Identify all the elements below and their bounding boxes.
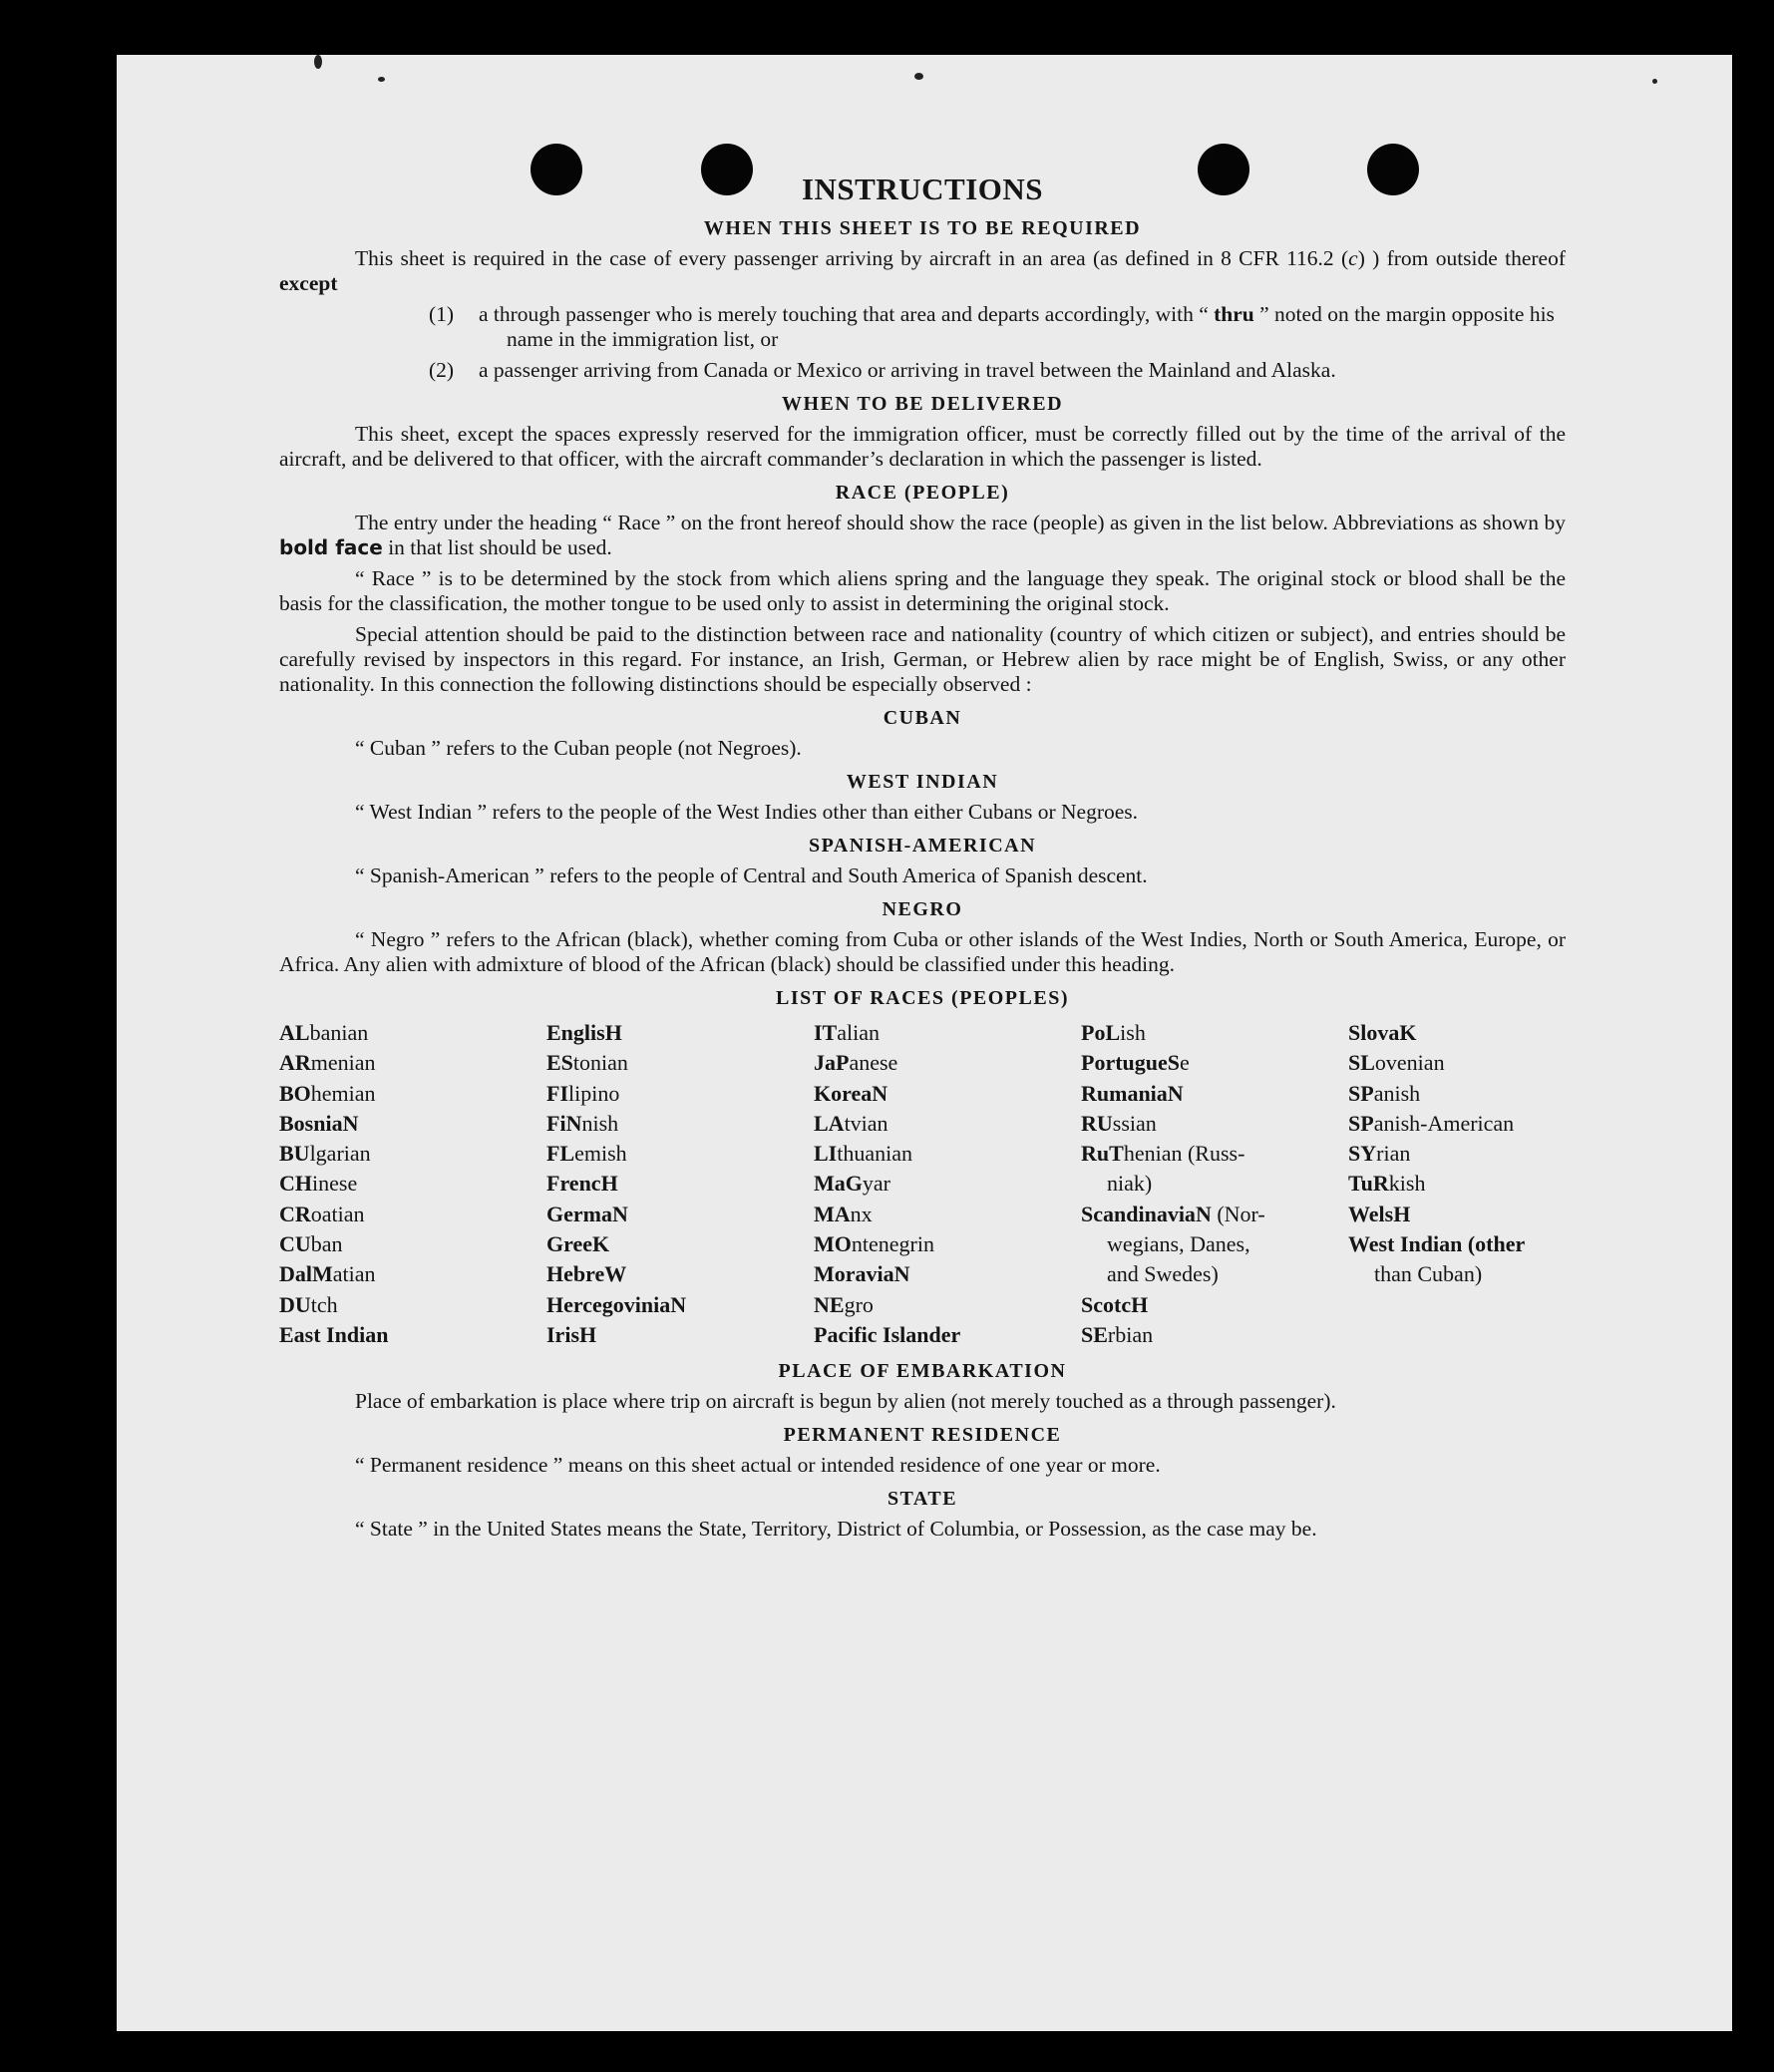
instructions-content — [279, 172, 1566, 1548]
race-text: ban — [310, 1231, 343, 1257]
race-text: ish — [1120, 1020, 1146, 1045]
race-abbrev: M — [312, 1261, 333, 1287]
paragraph: “ Cuban ” refers to the Cuban people (not Negroes). — [355, 736, 802, 760]
paragraph: “ Spanish-American ” refers to the people of Central and South America of Spanish descent. — [355, 863, 1148, 887]
race-text: and Swedes) — [1107, 1261, 1219, 1287]
race-abbrev: AL — [279, 1020, 310, 1045]
text: ) ) from outside thereof — [1357, 246, 1566, 270]
race-text: emish — [574, 1141, 627, 1167]
race-text: atian — [332, 1261, 376, 1287]
race-item — [1081, 1320, 1348, 1350]
race-abbrev: Tu — [1348, 1171, 1373, 1197]
race-text: e — [1180, 1050, 1190, 1076]
race-abbrev: SL — [1348, 1050, 1375, 1076]
race-text: ntenegrin — [851, 1231, 934, 1257]
race-abbrev: W — [604, 1261, 627, 1287]
race-item — [546, 1139, 814, 1169]
race-text: rian — [1376, 1141, 1411, 1167]
race-text: niak) — [1107, 1171, 1153, 1197]
race-item — [814, 1139, 1081, 1169]
race-abbrev: Po — [1081, 1020, 1106, 1045]
text: This sheet is required in the case of every passenger arriving by aircraft in an area (as defined in 8 CFR 116.2 ( — [355, 246, 1349, 270]
race-abbrev: BO — [279, 1080, 311, 1106]
paragraph: “ Permanent residence ” means on this sheet actual or intended residence of one year or more. — [355, 1453, 1161, 1478]
race-text: alian — [837, 1020, 881, 1045]
race-text: inese — [312, 1171, 358, 1197]
item-text: a passenger arriving from Canada or Mexico or arriving in travel between the Mainland and Alaska. — [479, 358, 1336, 382]
paragraph: “ State ” in the United States means the State, Territory, District of Columbia, or Possession, as the case may be. — [355, 1517, 1317, 1542]
race-item — [1081, 1109, 1348, 1139]
race-text: tvian — [844, 1110, 888, 1136]
race-abbrev: Frenc — [546, 1171, 601, 1197]
race-text: gro — [844, 1291, 874, 1317]
race-text: anish — [1373, 1080, 1421, 1106]
race-abbrev: H — [1393, 1201, 1411, 1226]
race-abbrev: SY — [1348, 1141, 1377, 1167]
race-item — [814, 1079, 1081, 1109]
race-item — [814, 1109, 1081, 1139]
section-heading: STATE — [887, 1488, 958, 1511]
race-abbrev: IT — [814, 1020, 838, 1045]
race-item — [279, 1290, 546, 1320]
section-heading: PERMANENT RESIDENCE — [783, 1424, 1062, 1447]
race-text: hemian — [310, 1080, 376, 1106]
race-abbrev: Pacific Islander — [814, 1321, 961, 1347]
section-heading: RACE (PEOPLE) — [835, 482, 1010, 504]
race-text: kish — [1388, 1171, 1426, 1197]
race-abbrev: N — [1167, 1080, 1184, 1106]
race-item — [546, 1169, 814, 1199]
race-abbrev: Portugue — [1081, 1050, 1168, 1076]
race-abbrev: FI — [546, 1080, 568, 1106]
race-abbrev: Ma — [814, 1171, 846, 1197]
race-abbrev: DU — [279, 1291, 311, 1317]
race-abbrev: K — [1399, 1020, 1417, 1045]
race-item — [546, 1109, 814, 1139]
race-text: menian — [310, 1050, 376, 1076]
race-abbrev: Wels — [1348, 1201, 1394, 1226]
race-abbrev: SP — [1348, 1080, 1374, 1106]
race-abbrev: Englis — [546, 1020, 605, 1045]
race-abbrev: Scandinavia — [1081, 1201, 1196, 1226]
race-item — [279, 1139, 546, 1169]
race-abbrev: H — [604, 1020, 622, 1045]
paragraph: Special attention should be paid to the distinction between race and nationality (country of which citizen or subject), and entries should be carefully revised by inspectors in this regard. For instance, an Irish, German, or Hebrew alien by race might be of English, Swiss, or any other nationality. In this connection the following distinctions should be especially observed : — [279, 622, 1566, 696]
race-item — [1081, 1290, 1348, 1320]
race-abbrev: Ru — [1081, 1141, 1110, 1167]
race-abbrev: ES — [546, 1050, 573, 1076]
race-text: ssian — [1112, 1110, 1157, 1136]
race-item — [814, 1320, 1081, 1350]
race-abbrev: CH — [279, 1171, 312, 1197]
item-text — [479, 302, 1566, 352]
race-item — [1348, 1229, 1566, 1259]
race-item — [1081, 1048, 1348, 1078]
race-text: ovenian — [1374, 1050, 1445, 1076]
section-heading: PLACE OF EMBARKATION — [778, 1360, 1067, 1383]
race-text: nish — [581, 1110, 619, 1136]
race-text: nx — [850, 1201, 873, 1226]
race-abbrev: Iris — [546, 1321, 579, 1347]
race-abbrev: MO — [814, 1231, 852, 1257]
race-item — [1348, 1259, 1566, 1289]
race-abbrev: N — [893, 1261, 910, 1287]
races-list — [279, 1018, 1566, 1350]
paragraph: “ Negro ” refers to the African (black), whether coming from Cuba or other islands of the West Indies, North or South America, Europe, or Africa. Any alien with admixture of blood of the African (black) should be classified under this heading. — [279, 927, 1566, 976]
race-item — [546, 1018, 814, 1048]
text: a through passenger who is merely touching that area and departs accordingly, with “ — [479, 302, 1215, 326]
race-text: than Cuban) — [1374, 1261, 1483, 1287]
race-abbrev: RU — [1081, 1110, 1113, 1136]
race-abbrev: FL — [546, 1141, 575, 1167]
race-item — [814, 1290, 1081, 1320]
race-abbrev: N — [670, 1291, 687, 1317]
race-text: anish-American — [1373, 1110, 1515, 1136]
race-abbrev: CU — [279, 1231, 311, 1257]
race-abbrev: BU — [279, 1141, 310, 1167]
race-abbrev: H — [1131, 1291, 1149, 1317]
race-item — [279, 1048, 546, 1078]
race-abbrev: L — [1105, 1020, 1121, 1045]
text: in that list should be used. — [382, 535, 612, 559]
race-item — [814, 1018, 1081, 1048]
section-heading: CUBAN — [883, 707, 962, 729]
section-heading: LIST OF RACES (PEOPLES) — [775, 987, 1069, 1009]
race-abbrev: H — [579, 1321, 597, 1347]
race-text: wegians, Danes, — [1107, 1231, 1250, 1257]
race-item — [1348, 1200, 1566, 1229]
race-abbrev: LI — [814, 1141, 838, 1167]
race-abbrev: R — [1372, 1171, 1389, 1197]
race-abbrev: S — [1167, 1050, 1181, 1076]
race-item — [1081, 1169, 1348, 1199]
race-abbrev: Hebre — [546, 1261, 605, 1287]
section-heading: WHEN TO BE DELIVERED — [781, 393, 1064, 415]
race-item — [279, 1169, 546, 1199]
race-abbrev: Germa — [546, 1201, 612, 1226]
race-item — [1348, 1109, 1566, 1139]
bold-text: bold face — [279, 535, 383, 559]
race-text: anese — [849, 1050, 898, 1076]
race-abbrev: N — [565, 1110, 582, 1136]
race-text: oatian — [310, 1201, 365, 1226]
race-abbrev: East Indian — [279, 1321, 389, 1347]
section-heading: SPANISH-AMERICAN — [808, 835, 1037, 857]
race-item — [1081, 1229, 1348, 1259]
race-item — [279, 1259, 546, 1289]
race-column — [1081, 1018, 1348, 1350]
race-item — [279, 1229, 546, 1259]
page-title: INSTRUCTIONS — [801, 172, 1043, 206]
paragraph — [279, 511, 1566, 560]
item-number: (2) — [429, 358, 455, 382]
race-item — [279, 1200, 546, 1229]
race-text: tonian — [572, 1050, 628, 1076]
speck — [314, 55, 322, 69]
bold-text: except — [279, 271, 338, 295]
race-item — [546, 1229, 814, 1259]
race-abbrev: MA — [814, 1201, 851, 1226]
race-abbrev: N — [1195, 1201, 1212, 1226]
race-item — [1081, 1018, 1348, 1048]
race-abbrev: Hercegovinia — [546, 1291, 671, 1317]
race-item — [814, 1200, 1081, 1229]
race-item — [814, 1169, 1081, 1199]
race-item — [279, 1320, 546, 1350]
race-abbrev: N — [611, 1201, 628, 1226]
race-abbrev: T — [1109, 1141, 1124, 1167]
race-text: tch — [310, 1291, 338, 1317]
race-item — [814, 1229, 1081, 1259]
race-abbrev: AR — [279, 1050, 311, 1076]
section-heading: WEST INDIAN — [846, 771, 999, 793]
text: The entry under the heading “ Race ” on the front hereof should show the race (people) as given in the list below. Abbreviations as shown by — [355, 511, 1566, 534]
race-abbrev: SE — [1081, 1321, 1108, 1347]
item-number: (1) — [429, 302, 455, 326]
race-item — [546, 1200, 814, 1229]
race-abbrev: N — [342, 1110, 359, 1136]
speck — [378, 77, 385, 82]
race-item — [546, 1079, 814, 1109]
race-item — [279, 1079, 546, 1109]
race-abbrev: Gree — [546, 1231, 593, 1257]
race-abbrev: G — [845, 1171, 863, 1197]
paragraph: This sheet, except the spaces expressly reserved for the immigration officer, must be correctly filled out by the time of the arrival of the aircraft, and be delivered to that officer, with the aircraft commander’s declaration in which the passenger is listed. — [279, 422, 1566, 471]
race-item — [279, 1018, 546, 1048]
race-abbrev: Dal — [279, 1261, 312, 1287]
race-abbrev: Bosnia — [279, 1110, 343, 1136]
race-column — [1348, 1018, 1566, 1350]
race-item — [1348, 1139, 1566, 1169]
paragraph — [279, 246, 1566, 296]
race-item — [1081, 1139, 1348, 1169]
text: c — [1348, 246, 1358, 270]
list-item — [429, 358, 1566, 383]
paragraph: Place of embarkation is place where trip on aircraft is begun by alien (not merely touched as a through passenger). — [355, 1389, 1336, 1414]
race-text: yar — [862, 1171, 890, 1197]
race-text: lgarian — [309, 1141, 371, 1167]
race-abbrev: H — [600, 1171, 618, 1197]
race-abbrev: LA — [814, 1110, 845, 1136]
race-text: (Nor- — [1211, 1201, 1265, 1226]
race-item — [814, 1259, 1081, 1289]
race-abbrev: Rumania — [1081, 1080, 1168, 1106]
race-item — [1348, 1048, 1566, 1078]
text: ” noted on the margin opposite his name in the immigration list, or — [507, 302, 1555, 351]
race-item — [1348, 1018, 1566, 1048]
race-abbrev: NE — [814, 1291, 845, 1317]
race-item — [279, 1109, 546, 1139]
paragraph: “ Race ” is to be determined by the stock from which aliens spring and the language they speak. The original stock or blood shall be the basis for the classification, the mother tongue to be used only to assist in determining the original stock. — [279, 566, 1566, 615]
race-item — [546, 1290, 814, 1320]
speck — [1652, 79, 1657, 84]
race-item — [546, 1320, 814, 1350]
race-abbrev: K — [592, 1231, 610, 1257]
list-item — [429, 302, 1566, 352]
race-item — [546, 1048, 814, 1078]
race-item — [546, 1259, 814, 1289]
race-abbrev: P — [836, 1050, 850, 1076]
race-abbrev: CR — [279, 1201, 311, 1226]
race-item — [814, 1048, 1081, 1078]
bold-text: thru — [1214, 302, 1254, 326]
section-heading: NEGRO — [882, 898, 963, 920]
race-abbrev: Moravia — [814, 1261, 894, 1287]
race-abbrev: West Indian (other — [1348, 1231, 1526, 1257]
race-abbrev: SP — [1348, 1110, 1374, 1136]
section-heading: WHEN THIS SHEET IS TO BE REQUIRED — [703, 217, 1142, 239]
race-abbrev: Fi — [546, 1110, 566, 1136]
race-text: rbian — [1107, 1321, 1154, 1347]
race-abbrev: Scotc — [1081, 1291, 1132, 1317]
race-abbrev: Ja — [814, 1050, 836, 1076]
race-column — [279, 1018, 546, 1350]
race-column — [546, 1018, 814, 1350]
speck — [914, 73, 923, 80]
race-item — [1348, 1079, 1566, 1109]
race-text: henian (Russ- — [1123, 1141, 1245, 1167]
race-text: banian — [309, 1020, 369, 1045]
race-item — [1081, 1200, 1348, 1229]
race-column — [814, 1018, 1081, 1350]
paragraph: “ West Indian ” refers to the people of the West Indies other than either Cubans or Negroes. — [355, 800, 1139, 824]
race-item — [1081, 1079, 1348, 1109]
race-item — [1081, 1259, 1348, 1289]
race-item — [1348, 1169, 1566, 1199]
race-text: thuanian — [837, 1141, 913, 1167]
race-abbrev: Korea — [814, 1080, 873, 1106]
race-abbrev: Slova — [1348, 1020, 1400, 1045]
race-text: lipino — [568, 1080, 620, 1106]
race-abbrev: N — [872, 1080, 888, 1106]
